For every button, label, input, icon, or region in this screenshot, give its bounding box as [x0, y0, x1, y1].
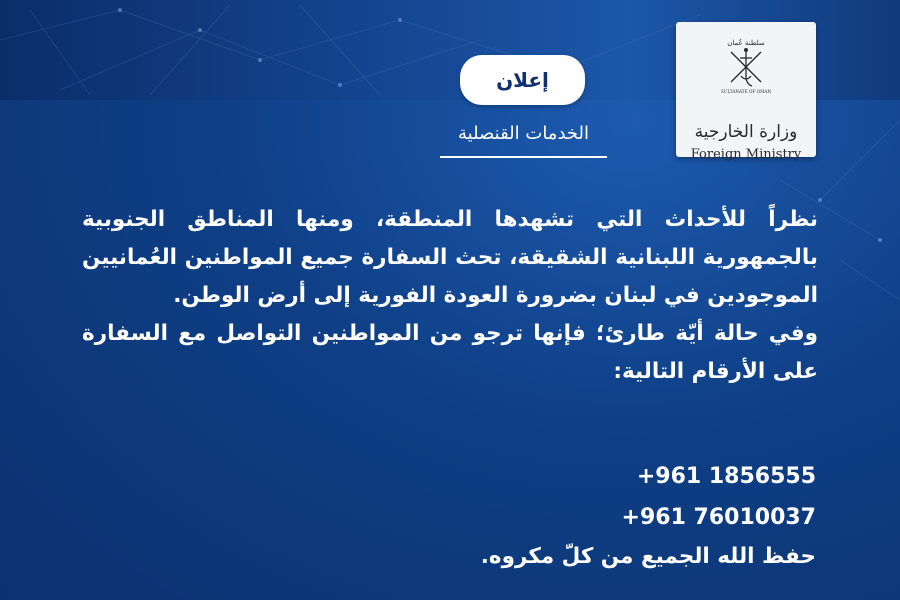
section-subtitle: الخدمات القنصلية	[457, 123, 590, 144]
phone-number-2[interactable]: +961 76010037	[621, 505, 816, 530]
emblem-english-text: SULTANATE OF OMAN	[721, 89, 771, 94]
announcement-badge	[460, 55, 585, 105]
khanjar-emblem-icon	[721, 36, 771, 94]
ministry-english-name: Foreign Ministry	[690, 147, 802, 162]
ministry-arabic-name: وزارة الخارجية	[694, 122, 798, 142]
announcement-body	[82, 201, 818, 391]
emblem-arabic-text: سلطنة عُمان	[727, 39, 765, 47]
body-paragraph-1: نظراً للأحداث التي تشهدها المنطقة، ومنها المناطق الجنوبية بالجمهورية اللبنانية الشقيقة، تحث السفارة جميع المواطنين العُمانيين الموجودين في لبنان بضرورة العودة الفورية إلى أرض الوطن.	[82, 207, 818, 308]
phone-number-1[interactable]: +961 1856555	[636, 464, 816, 489]
closing-line: حفظ الله الجميع من كلّ مكروه.	[480, 544, 816, 569]
body-paragraph-2: وفي حالة أيّة طارئ؛ فإنها ترجو من المواطنين التواصل مع السفارة على الأرقام التالية:	[82, 321, 818, 384]
announcement-badge-label: إعلان	[496, 68, 549, 92]
subtitle-underline	[440, 156, 607, 158]
ministry-logo	[676, 22, 816, 162]
